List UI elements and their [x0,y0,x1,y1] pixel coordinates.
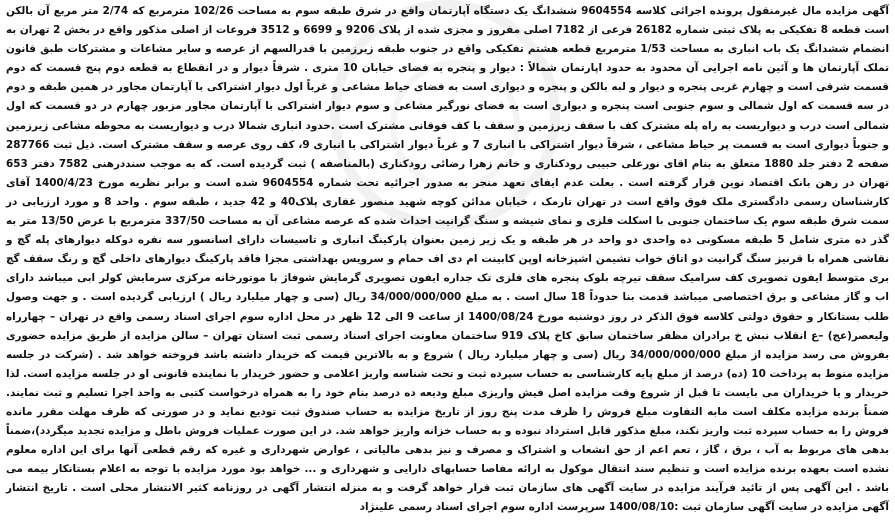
auction-notice-text: آگهی مزایده مال غیرمنقول پرونده اجرائی کلاسه 9604554 ششدانگ یک دستگاه آپارتمان واقع در شرق طبقه سوم به مساحت 102/26 مترمربع که 2/74 متر مربع آن بالکن است قطعه 8 تفکیکی به پلاک ثبتی شماره 26182 فرعی از 7182 اصلی مفروز و مجزی شده از پلاک 9206 و 6699 و 3512 فروعات از اصلی مذکور واقع در بخش 2 تهران به انضمام ششدانگ یک باب انباری به مساحت 1/53 مترمربع قطعه هشتم تفکیکی واقع در جنوب طبقه زیرزمین با قدرالسهم از عرصه و سایر مشاعات و مشترکات طبق قانون تملک آپارتمان ها و آئین نامه اجرایی آن محدود به حدود اپارتمان شمالاً : دیوار و پنجره به فضای خیابان 10 متری . شرقاً دیوار و در انقطاع به قطعه دوم پنج قسمت که دوم قسمت شرقی است و چهارم غربی پنجره و دیوار و لبه بالکن و پنجره و دیواری است به فضای حیاط مشاعی و غرباً اول دیوار اشتراکی با آپارتمان مجاور در همین طبقه و دوم در سه قسمت که اول شمالی و سوم جنوبی است پنجره و دیواری است به فضای نورگیر مشاعی و سوم دیوار اشتراکی با آپارتمان مجاور مزبور چهارم در دو قسمت که اول شمالی است درب و دیواریست به راه پله مشترک کف با سقف زیرزمین و سقف با کف فوقانی مشترک است .حدود انباری شمالا درب و دیواریست به محوطه مشاعی زیرزمین و جنوباً دیواری است به قسمت پر حیاط مشاعی ، شرقاً دیوار اشتراکی با انباری 7 و غرباً دیوار اشتراکی با انباری 9، کف روی عرصه و سقف مشترک است. ذیل ثبت 287766 صفحه 2 دفتر جلد 1880 متعلق به بنام اقای نورعلی حبیبی رودکناری و خانم زهرا رضائی رودکناری (بالمناصفه ) ثبت گردیده است. که به موجب سنددرهنی 7582 دفتر 653 تهران در رهن بانک اقتصاد نوین قرار گرفته است . بعلت عدم ایفای تعهد منجر به صدور اجرائیه تحت شماره 9604554 شده است و برابر نظریه مورخ 1400/4/23 آقای کارشناسان رسمی دادگستری ملک فوق واقع است در تهران تارمک ، خیابان مدائن کوچه شهید منصور غفاری پلاک40 و 42 جدید ، طبقه سوم . واحد 8 و مورد ارزیابی در سمت شرق طبقه سوم یک ساختمان جنوبی با اسکلت فلزی و نمای شیشه و سنگ گرانیت احداث شده که عرصه مشاعی آن به مساحت 337/50 مترمربع با عرض 13/50 متر به گذر ده متری شامل 5 طبقه مسکونی ده واحدی دو واحد در هر طبقه و یک زیر زمین بعنوان پارکینگ انباری و تاسیسات دارای اسانسور سه نفره دوکله دیوارهای پله گچ و نقاشی همراه با قرنیز سنگ گرانیت دو اتاق خواب تشیمن اشپزخانه اوپن کابینت ام دی اف حمام و سرویس بهداشتی مجزا فاقد پارکینگ دیوارهای داخلی گچ و رنگ سقف گچ بری متوسط ایفون تصویری کف سرامیک سقف تیرچه بلوک پنجره های فلزی تک جداره ایفون تصویری گرمایش شوفاژ با موتورخانه مرکزی سرمایش کولر ابی میباشد دارای اب و گاز مشاعی و برق اختصاصی میباشد قدمت بنا حدوداً 18 سال است . به مبلغ 34/000/000/000 ریال (سی و چهار میلیارد ریال ) ارزیابی گردیده است . و جهت وصول طلب بستانکار و حقوق دولتی کلاسه فوق الذکر در روز دوشنبه مورخ 1400/08/24 از ساعت 9 الی 12 ظهر در محل اداره سوم اجرای اسناد رسمی واقع در تهران – چهارراه ولیعصر(عج) –ع انقلاب نبش خ برادران مظفر ساختمان سابق کاخ پلاک 919 ساختمان معاونت اجرای اسناد رسمی ثبت استان تهران – سالن مزایده از طریق مزایده حضوری بفروش می رسد مزایده از مبلغ 34/000/000/000 ریال (سی و چهار میلیارد ریال ) شروع و به بالاترین قیمت که خریدار داشته باشد فروخته خواهد شد . (شرکت در جلسه مزایده منوط به پرداخت 10 (ده) درصد از مبلغ پایه کارشناسی به حساب سپرده ثبت و تحت شناسه واریز اعلامی و حضور خریدار با نماینده قانونی او در جلسه مزایده است. لذا خریدار و یا خریداران می بایست تا قبل از شروع وقت مزایده اصل فیش واریزی مبلغ ودیعه ده درصد بنام خود را به همراه درخواست کتبی به واحد اجرا تسلیم و ثبت نمایند. ضمناً برنده مزایده مکلف است مابه التفاوت مبلغ فروش را ظرف مدت پنج روز از تاریخ مزایده به حساب صندوق ثبت تودیع نماید و در صورتی که ظرف مهلت مقرر مانده فروش را به حساب سپرده ثبت واریز نکند، مبلغ مذکور قابل استرداد نبوده و به حساب خزانه واریز خواهد شد. در این صورت عملیات فروش باطل و مزایده تجدید میگردد)،ضمناً بدهی های مربوط به آب ، برق ، گاز ، تعم اعم از حق انشعاب و اشتراک و مصرف و نیز بدهی مالیاتی ، عوارض شهرداری و غیره که رقم قطعی آنها برای این اداره معلوم نشده است بعهده برنده مزایده است و تنظیم سند انتقال موکول به ارائه مفاصا حسابهای دارایی و شهرداری و ... خواهد بود مورد مزایده با توجه به اعلام بستانکار بیمه می باشد . این آگهی پس از تائید فرآیند مزایده در سایت آگهی های سازمان ثبت قرار خواهد گرفت و به منزله انتشار آگهی در روزنامه کثیر الانتشار محلی است . تاریخ انتشار آگهی مزایده در سایت آگهی سازمان ثبت :1400/08/10 سرپرست اداره سوم اجرای اسناد رسمی علینژاد [6,5,890,514]
auction-notice [6,2,889,518]
